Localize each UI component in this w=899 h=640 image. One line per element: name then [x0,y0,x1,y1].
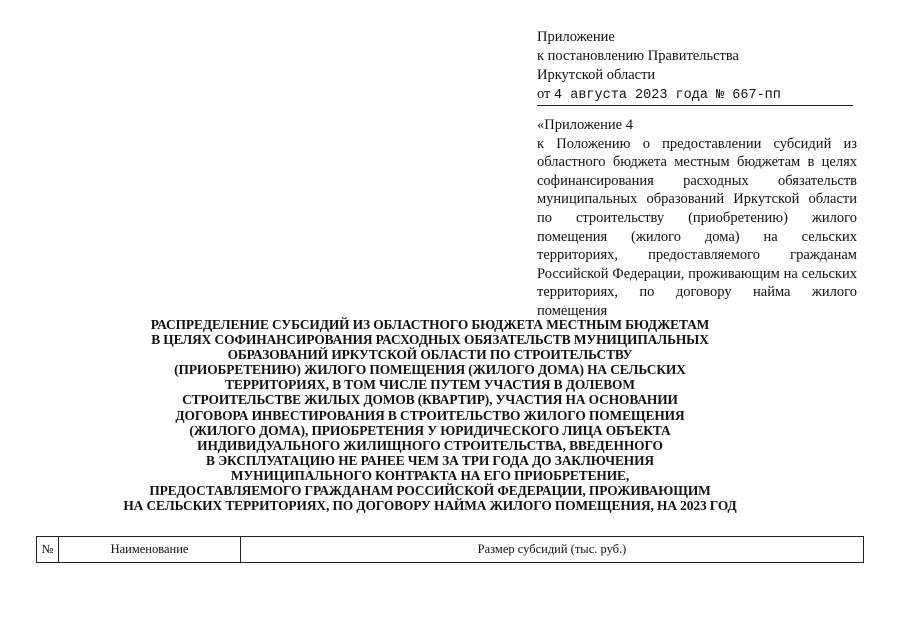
appendix-title: «Приложение 4 [537,117,633,133]
approval-header [537,28,857,106]
heading-line: ПРЕДОСТАВЛЯЕМОГО ГРАЖДАНАМ РОССИЙСКОЙ ФЕДЕРАЦИИ, ПРОЖИВАЮЩИМ [149,483,711,499]
heading-line: РАСПРЕДЕЛЕНИЕ СУБСИДИЙ ИЗ ОБЛАСТНОГО БЮДЖЕТА МЕСТНЫМ БЮДЖЕТАМ [150,317,710,332]
document-heading [80,317,780,513]
heading-line: НА СЕЛЬСКИХ ТЕРРИТОРИЯХ, ПО ДОГОВОРУ НАЙМА ЖИЛОГО ПОМЕЩЕНИЯ, НА 2023 ГОД [123,498,737,514]
heading-line: ОБРАЗОВАНИЙ ИРКУТСКОЙ ОБЛАСТИ ПО СТРОИТЕЛЬСТВУ [227,347,633,363]
header-date-line [537,85,853,106]
heading-line: ДОГОВОРА ИНВЕСТИРОВАНИЯ В СТРОИТЕЛЬСТВО ЖИЛОГО ПОМЕЩЕНИЯ [175,407,685,423]
heading-line: СТРОИТЕЛЬСТВЕ ЖИЛЫХ ДОМОВ (КВАРТИР), УЧАСТИЯ НА ОСНОВАНИИ [182,392,678,408]
date-value: 4 августа 2023 года № 667-пп [554,88,781,103]
header-line-appendix: Приложение [537,29,615,45]
heading-line: В ЦЕЛЯХ СОФИНАНСИРОВАНИЯ РАСХОДНЫХ ОБЯЗАТЕЛЬСТВ МУНИЦИПАЛЬНЫХ [151,332,709,348]
header-line-region: Иркутской области [537,67,656,83]
column-header-subsidy-size: Размер субсидий (тыс. руб.) [477,542,627,556]
date-prefix: от [537,86,555,102]
appendix-body: к Положению о предоставлении субсидий из областного бюджета местным бюджетам в целях софинансирования расходных обязательств муниципальных образований Иркутской области по строительству (приобретению) жилого помещения (жилого дома) на сельских территориях, предоставляемого гражданам Российской Федерации, проживающим на сельских территориях, по договору найма жилого помещения [537,135,857,319]
heading-line: МУНИЦИПАЛЬНОГО КОНТРАКТА НА ЕГО ПРИОБРЕТЕНИЕ, [230,467,630,483]
heading-line: (ПРИОБРЕТЕНИЮ) ЖИЛОГО ПОМЕЩЕНИЯ (ЖИЛОГО ДОМА) НА СЕЛЬСКИХ [174,362,686,378]
column-header-number: № [37,537,59,562]
header-line-resolution: к постановлению Правительства [537,48,739,64]
subsidy-table-header-row [36,536,864,563]
appendix-reference [537,116,857,321]
heading-line: ТЕРРИТОРИЯХ, В ТОМ ЧИСЛЕ ПУТЕМ УЧАСТИЯ В ДОЛЕВОМ [225,377,635,393]
heading-line: ИНДИВИДУАЛЬНОГО ЖИЛИЩНОГО СТРОИТЕЛЬСТВА, ВВЕДЕННОГО [197,437,663,453]
heading-line: В ЭКСПЛУАТАЦИЮ НЕ РАНЕЕ ЧЕМ ЗА ТРИ ГОДА ДО ЗАКЛЮЧЕНИЯ [205,452,654,468]
column-header-name: Наименование [59,537,241,562]
heading-line: (ЖИЛОГО ДОМА), ПРИОБРЕТЕНИЯ У ЮРИДИЧЕСКОГО ЛИЦА ОБЪЕКТА [189,422,671,438]
